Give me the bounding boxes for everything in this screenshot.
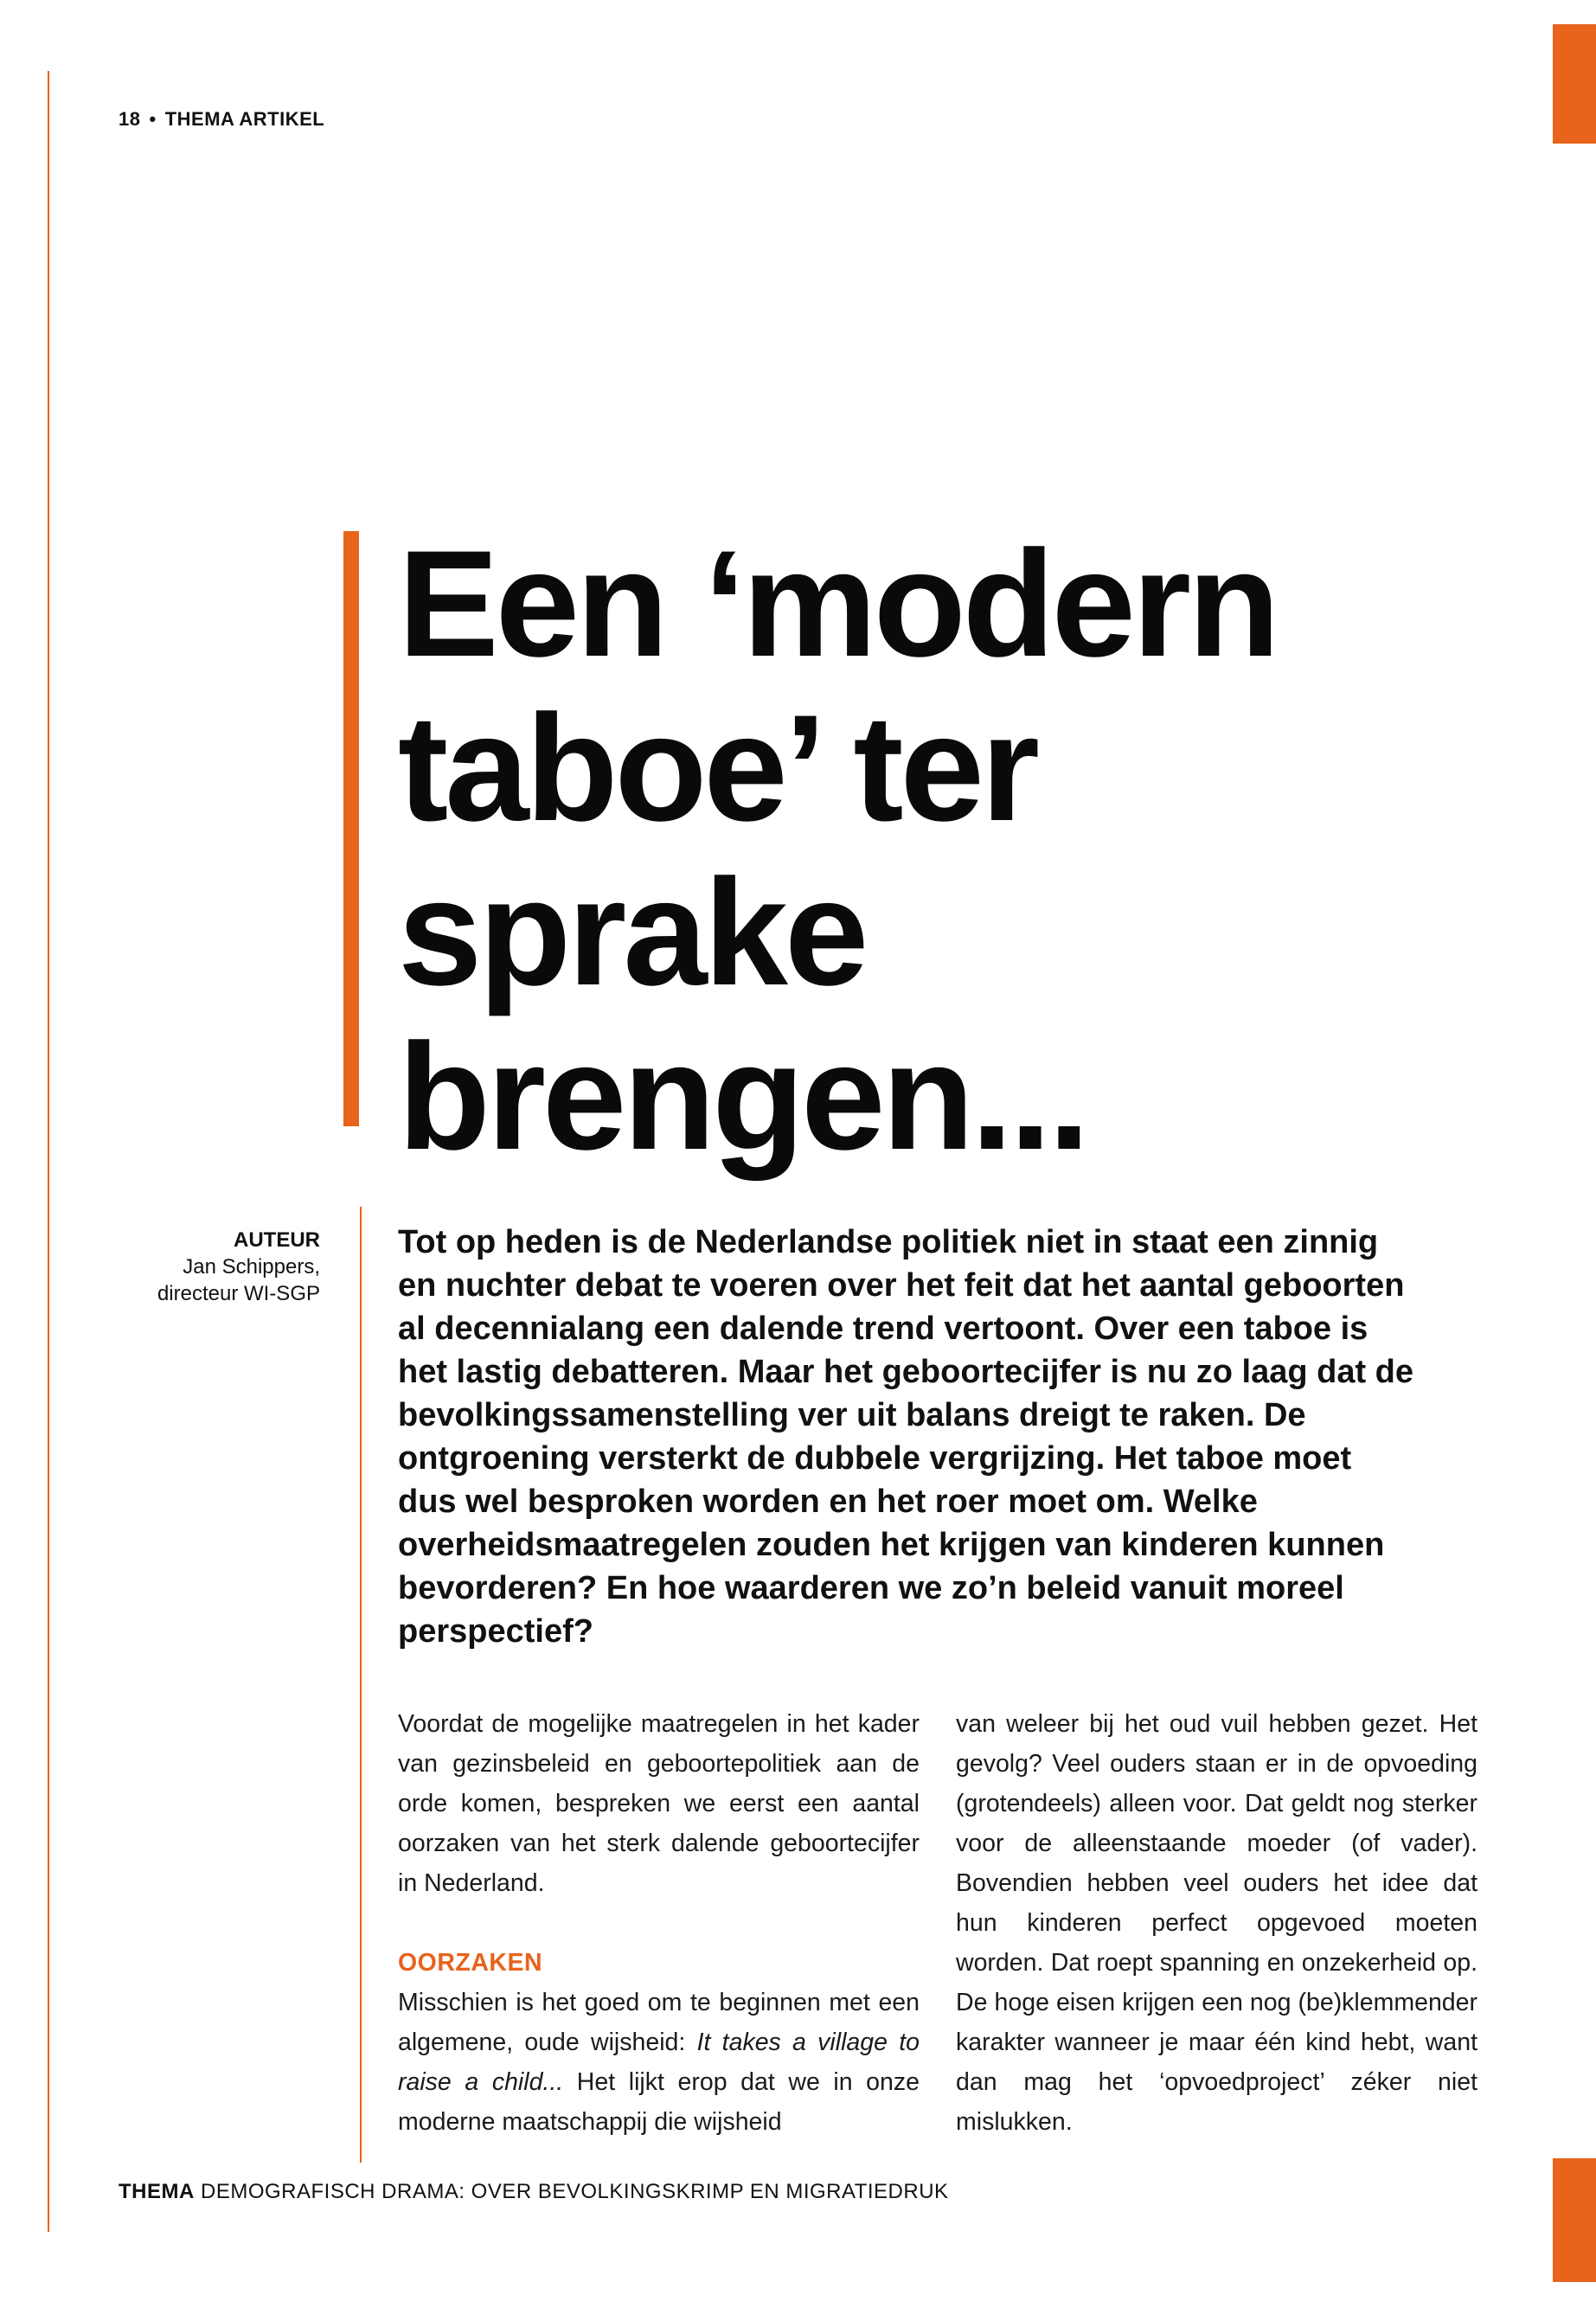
- body-column-left: [398, 1704, 920, 2142]
- title-accent-bar: [343, 531, 359, 1126]
- article-title: [398, 522, 1277, 1180]
- body-text: Misschien is het goed om te beginnen met een algemene, oude wijsheid:: [398, 1989, 920, 2056]
- section-subheading: OORZAKEN: [398, 1949, 543, 1977]
- intro-lead: Tot op heden is de Nederlandse politiek niet in staat een zinnig en nuchter debat te voeren over het feit dat het aantal geboorten al decennialang een dalende trend vertoont. Over een taboe is het lastig debatteren. Maar het geboortecijfer is nu zo laag dat de bevolkingssamenstelling ver uit balans dreigt te raken. De ontgroening versterkt de dubbele vergrijzing. Het taboe moet dus wel besproken worden en het roer moet om. Welke overheidsmaatregelen zouden het krijgen van kinderen kunnen bevorderen? En hoe waarderen we zo’n beleid vanuit moreel perspectief?: [398, 1224, 1414, 1650]
- title-line: taboe’ ter: [398, 684, 1037, 853]
- author-name: Jan Schippers,: [183, 1255, 320, 1279]
- body-paragraph: van weleer bij het oud vuil hebben gezet. Het gevolg? Veel ouders staan er in de opvoeding (grotendeels) alleen voor. Dat geldt nog sterker voor de alleenstaande moeder (of vader). Bovendien hebben veel ouders het idee dat hun kinderen perfect opgevoed moeten worden. Dat roept spanning en onzekerheid op. De hoge eisen krijgen een nog (be)klemmender karakter wanneer je maar één kind hebt, want dan mag het ‘opvoedproject’ zéker niet mislukken.: [956, 1710, 1477, 2136]
- page-number: 18: [119, 108, 141, 130]
- left-margin-rule: [48, 71, 49, 2232]
- body-column-right: [956, 1704, 1477, 2142]
- title-line: sprake: [398, 849, 866, 1017]
- title-line: Een ‘modern: [398, 520, 1277, 689]
- body-quote: It takes a village to raise a child...: [398, 2029, 920, 2096]
- author-role: directeur WI-SGP: [157, 1282, 320, 1305]
- title-line: brengen...: [398, 1013, 1087, 1182]
- footer-text: DEMOGRAFISCH DRAMA: OVER BEVOLKINGSKRIMP EN MIGRATIEDRUK: [194, 2180, 949, 2203]
- column-divider-rule: [360, 1207, 362, 2163]
- author-block: [112, 1227, 320, 1307]
- footer-label: THEMA: [119, 2180, 195, 2203]
- body-paragraph: [398, 1983, 920, 2142]
- body-paragraph: Voordat de mogelijke maatregelen in het kader van gezinsbeleid en geboortepolitiek aan de orde komen, bespreken we eerst een aantal oorzaken van het sterk dalende geboortecijfer in Nederland.: [398, 1710, 920, 1897]
- running-footer: [119, 2180, 949, 2204]
- orange-edge-tab-bottom: [1553, 2158, 1596, 2282]
- author-label: AUTEUR: [234, 1228, 320, 1252]
- body-text: Het lijkt erop dat we in onze moderne maatschappij die wijsheid: [398, 2068, 920, 2136]
- running-header: [119, 108, 324, 131]
- section-label: THEMA ARTIKEL: [164, 108, 325, 130]
- orange-edge-tab-top: [1553, 24, 1596, 144]
- header-separator: •: [149, 108, 157, 130]
